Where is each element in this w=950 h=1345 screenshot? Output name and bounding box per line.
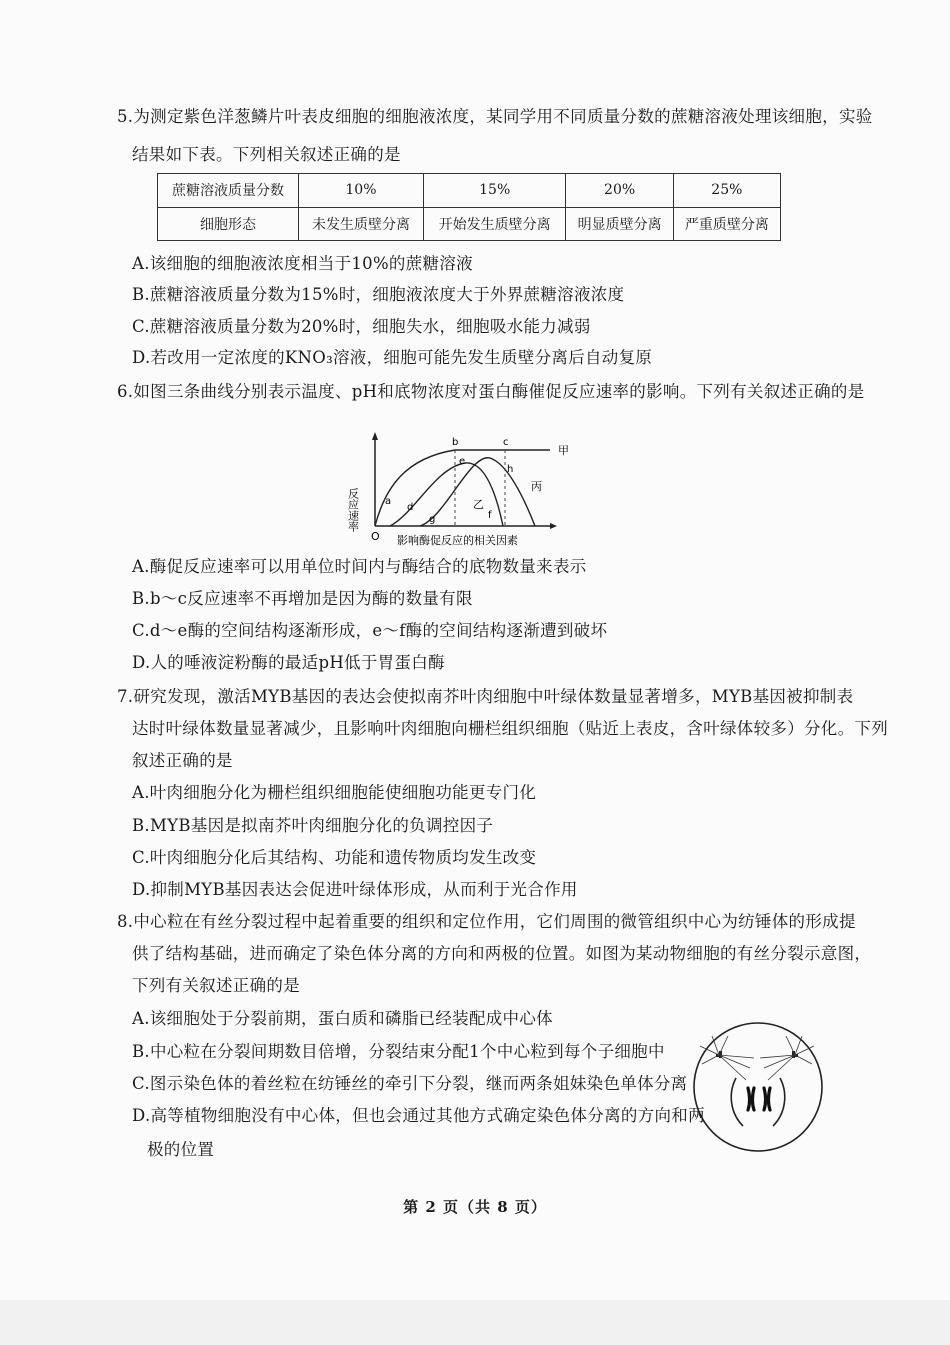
page-footer: 第 2 页（共 8 页） [403,1198,547,1216]
y-axis-arrow [372,432,378,440]
q6-stem: 6.如图三条曲线分别表示温度、pH和底物浓度对蛋白酶催促反应速率的影响。下列有关叙述正确的是 [117,382,865,401]
q6-option-d: D.人的唾液淀粉酶的最适pH低于胃蛋白酶 [132,653,445,672]
point-label-e: e [459,456,466,467]
q8-option-d-cont: 极的位置 [147,1140,215,1159]
point-label-h: h [507,464,514,475]
q6-option-a: A.酶促反应速率可以用单位时间内与酶结合的底物数量来表示 [132,557,587,576]
q7-option-c: C.叶肉细胞分化后其结构、功能和遗传物质均发生改变 [132,848,537,867]
table-cell: 20% [566,174,673,208]
table-cell: 明显质壁分离 [566,207,673,241]
q7-option-a: A.叶肉细胞分化为栅栏组织细胞能使细胞功能更专门化 [132,783,537,802]
table-cell: 严重质壁分离 [673,207,780,241]
q8-option-a: A.该细胞处于分裂前期，蛋白质和磷脂已经装配成中心体 [132,1009,553,1028]
table-header-cell: 细胞形态 [158,207,299,241]
x-axis-arrow [550,523,557,529]
curve-label-jia: 甲 [558,444,569,457]
table-cell: 25% [673,174,780,208]
nuclear-envelope-fragment [773,1078,785,1126]
q7-stem-line1: 7.研究发现，激活MYB基因的表达会使拟南芥叶肉细胞中叶绿体数量显著增多，MYB基因被抑制表 [117,687,854,706]
point-label-a: a [385,496,392,507]
table-cell: 开始发生质壁分离 [423,207,566,241]
table-cell: 15% [423,174,566,208]
q7-stem-line2: 达时叶绿体数量显著减少，且影响叶肉细胞向栅栏组织细胞（贴近上表皮，含叶绿体较多）分化。下列 [132,719,888,738]
q7-option-b: B.MYB基因是拟南芥叶肉细胞分化的负调控因子 [132,816,494,835]
x-axis-label: 影响酶促反应的相关因素 [397,534,518,546]
cell-membrane [694,1023,822,1151]
curve-yi [390,463,503,526]
table-row [158,174,781,208]
point-label-c: c [503,437,509,448]
q8-option-c: C.图示染色体的着丝粒在纺锤丝的牵引下分裂，继而两条姐妹染色单体分离 [132,1074,688,1093]
q5-option-c: C.蔗糖溶液质量分数为20%时，细胞失水，细胞吸水能力减弱 [132,317,591,336]
q8-option-d: D.高等植物细胞没有中心体，但也会通过其他方式确定染色体分离的方向和两 [132,1106,705,1125]
table-cell: 10% [299,174,424,208]
table-cell: 未发生质壁分离 [299,207,424,241]
q5-table [157,173,781,241]
point-label-b: b [452,437,459,448]
q8-stem-line1: 8.中心粒在有丝分裂过程中起着重要的组织和定位作用，它们周围的微管组织中心为纺锤体的形成提 [117,912,856,931]
curve-label-yi: 乙 [473,498,484,511]
q5-option-a: A.该细胞的细胞液浓度相当于10%的蔗糖溶液 [132,254,473,273]
q5-stem-line2: 结果如下表。下列相关叙述正确的是 [132,145,401,164]
curve-label-bing: 丙 [531,480,542,493]
q6-option-b: B.b～c反应速率不再增加是因为酶的数量有限 [132,589,473,608]
nuclear-envelope-fragment [731,1078,743,1126]
curve-bing [420,458,535,526]
y-axis-label: 反应速率 [346,488,360,532]
q8-stem-line3: 下列有关叙述正确的是 [132,976,300,995]
scan-shade [0,1300,950,1345]
spindle-fibers [700,1036,814,1080]
q8-option-b: B.中心粒在分裂间期数目倍增，分裂结束分配1个中心粒到每个子细胞中 [132,1042,665,1061]
chromosomes [748,1088,770,1110]
cell-division-diagram [688,1018,828,1156]
q7-option-d: D.抑制MYB基因表达会促进叶绿体形成，从而利于光合作用 [132,880,578,899]
q8-stem-line2: 供了结构基础，进而确定了染色体分离的方向和两极的位置。如图为某动物细胞的有丝分裂示意图， [132,944,872,963]
q5-option-d: D.若改用一定浓度的KNO₃溶液，细胞可能先发生质壁分离后自动复原 [132,348,653,367]
point-label-f: f [488,510,492,521]
table-row [158,207,781,241]
point-label-g: g [429,514,436,525]
table-header-cell: 蔗糖溶液质量分数 [158,174,299,208]
q5-option-b: B.蔗糖溶液质量分数为15%时，细胞液浓度大于外界蔗糖溶液浓度 [132,285,625,304]
q5-stem-line1: 5.为测定紫色洋葱鳞片叶表皮细胞的细胞液浓度，某同学用不同质量分数的蔗糖溶液处理该细胞，实验 [117,107,873,126]
origin-label: O [371,530,380,543]
q7-stem-line3: 叙述正确的是 [132,751,233,770]
point-label-d: d [407,502,414,513]
q6-option-c: C.d～e酶的空间结构逐渐形成，e～f酶的空间结构逐渐遭到破坏 [132,621,608,640]
enzyme-rate-graph [345,428,615,546]
